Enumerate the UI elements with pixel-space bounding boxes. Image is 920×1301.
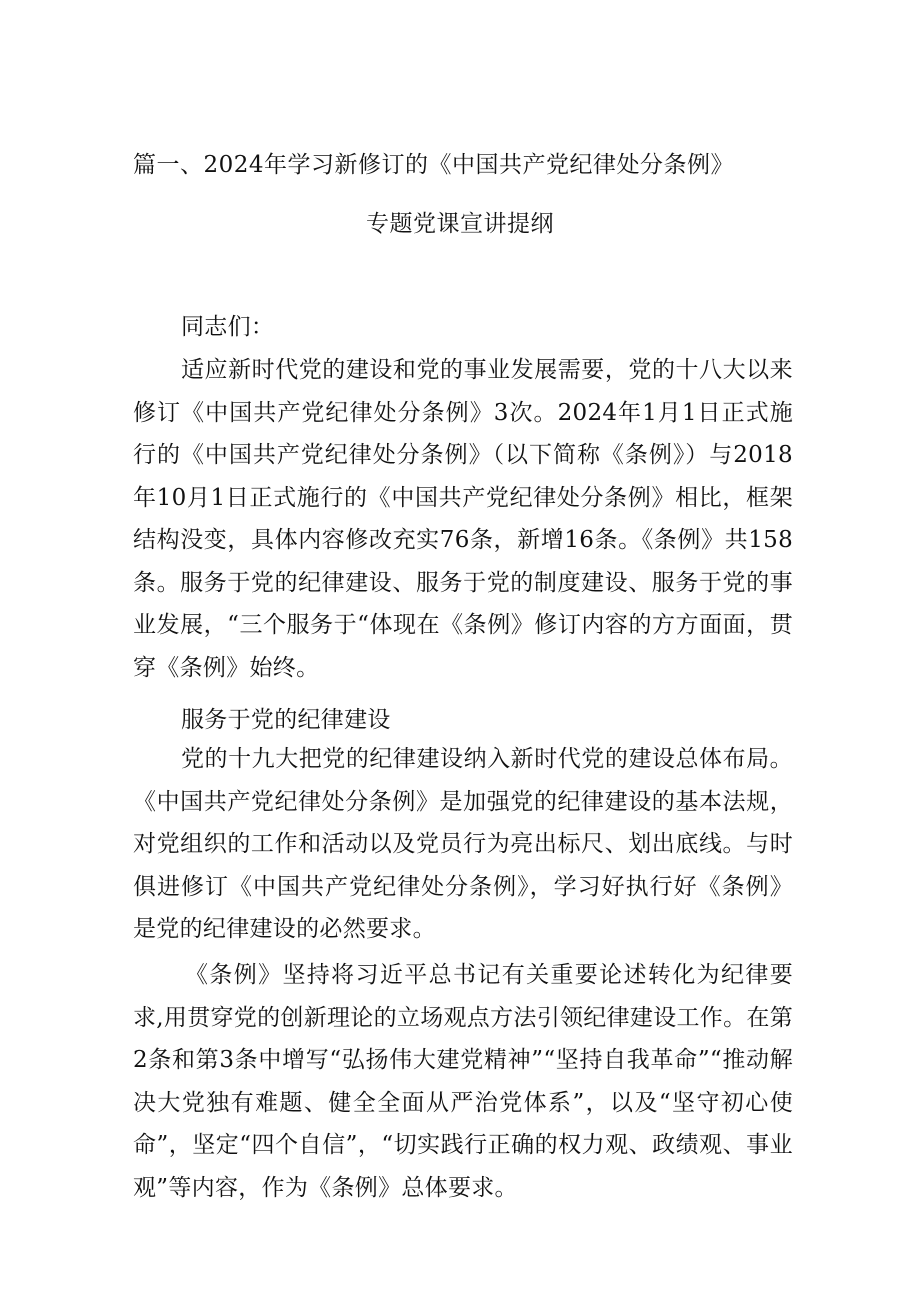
paragraph-2 [133, 738, 793, 951]
paragraph-3 [133, 954, 793, 1209]
salutation-text: 同志们： [181, 314, 275, 340]
document-title-line-2: 专题党课宣讲提纲 [366, 211, 554, 237]
paragraph-1 [133, 349, 793, 689]
salutation [133, 306, 793, 349]
paragraph-3-text: 《条例》坚持将习近平总书记有关重要论述转化为纪律要求,用贯穿党的创新理论的立场观点方法引领纪律建设工作。在第2条和第3条中增写“弘扬伟大建党精神”“坚持自我革命”“推动解决大党独有难题、健全全面从严治党体系”，以及“坚守初心使命”，坚定“四个自信”，“切实践行正确的权力观、政绩观、事业观”等内容，作为《条例》总体要求。 [133, 962, 794, 1201]
paragraph-2-text: 党的十九大把党的纪律建设纳入新时代党的建设总体布局。《中国共产党纪律处分条例》是加强党的纪律建设的基本法规，对党组织的工作和活动以及党员行为亮出标尺、划出底线。与时俱进修订《中国共产党纪律处分条例》，学习好执行好《条例》是党的纪律建设的必然要求。 [133, 746, 793, 942]
section-heading-text: 服务于党的纪律建设 [181, 707, 391, 733]
paragraph-1-text: 适应新时代党的建设和党的事业发展需要，党的十八大以来修订《中国共产党纪律处分条例》3次。2024年1月1日正式施行的《中国共产党纪律处分条例》（以下简称《条例》）与2018年10月1日正式施行的《中国共产党纪律处分条例》相比，框架结构没变，具体内容修改充实76条，新增16条。《条例》共158条。服务于党的纪律建设、服务于党的制度建设、服务于党的事业发展，“三个服务于“体现在《条例》修订内容的方方面面，贯穿《条例》始终。 [133, 357, 793, 681]
document-title-line-1: 篇一、2024年学习新修订的《中国共产党纪律处分条例》 [133, 152, 735, 178]
section-heading [133, 699, 793, 742]
